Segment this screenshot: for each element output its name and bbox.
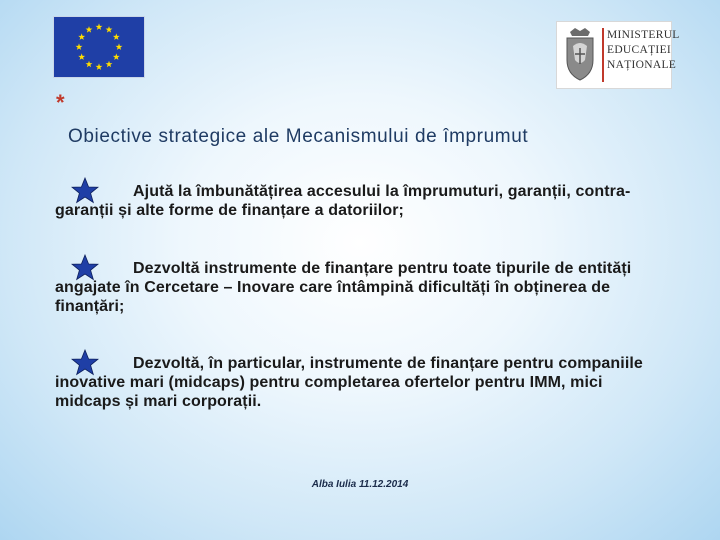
eu-star-icon [113,33,120,40]
slide-title: Obiective strategice ale Mecanismului de împrumut [68,126,529,147]
eu-flag-logo [54,17,144,77]
ministry-line: MINISTERUL [607,29,680,41]
eu-star-icon [86,26,93,33]
bullet-item [55,182,655,220]
footer-location-date: Alba Iulia 11.12.2014 [311,479,409,490]
star-bullet-icon [71,349,99,376]
ministry-name [607,28,680,73]
star-bullet-icon [71,254,99,281]
eu-star-icon [106,26,113,33]
bullet-item [55,259,655,316]
eu-star-icon [86,61,93,68]
bullet-text: Dezvoltă, în particular, instrumente de finanțare pentru companiile inovative mari (midcaps) pentru completarea ofertelor pentru IMM, mici midcaps și mari corporații. [55,355,643,410]
eu-star-icon [96,63,103,70]
eu-star-icon [106,61,113,68]
bullet-text: Ajută la îmbunătățirea accesului la împrumuturi, garanții, contra-garanții și alte forme de finanțare a datoriilor; [55,183,631,219]
ministry-line: EDUCAȚIEI [607,44,672,56]
ministry-divider [602,28,604,82]
eu-star-icon [96,23,103,30]
eu-star-icon [78,33,85,40]
eu-star-icon [113,53,120,60]
ministry-line: NAȚIONALE [607,59,677,71]
eu-star-icon [76,43,83,50]
coat-of-arms-icon [561,26,599,84]
ministry-logo [556,21,680,89]
bullet-text: Dezvoltă instrumente de finanțare pentru toate tipurile de entități angajate în Cercetare – Inovare care întâmpină dificultăți în obținerea de finanțări; [55,260,632,315]
eu-star-icon [78,53,85,60]
bullet-item [55,354,655,411]
eu-star-icon [116,43,123,50]
title-bullet-marker: * [56,90,65,115]
star-bullet-icon [71,177,99,204]
eu-stars-circle-icon [54,17,144,77]
